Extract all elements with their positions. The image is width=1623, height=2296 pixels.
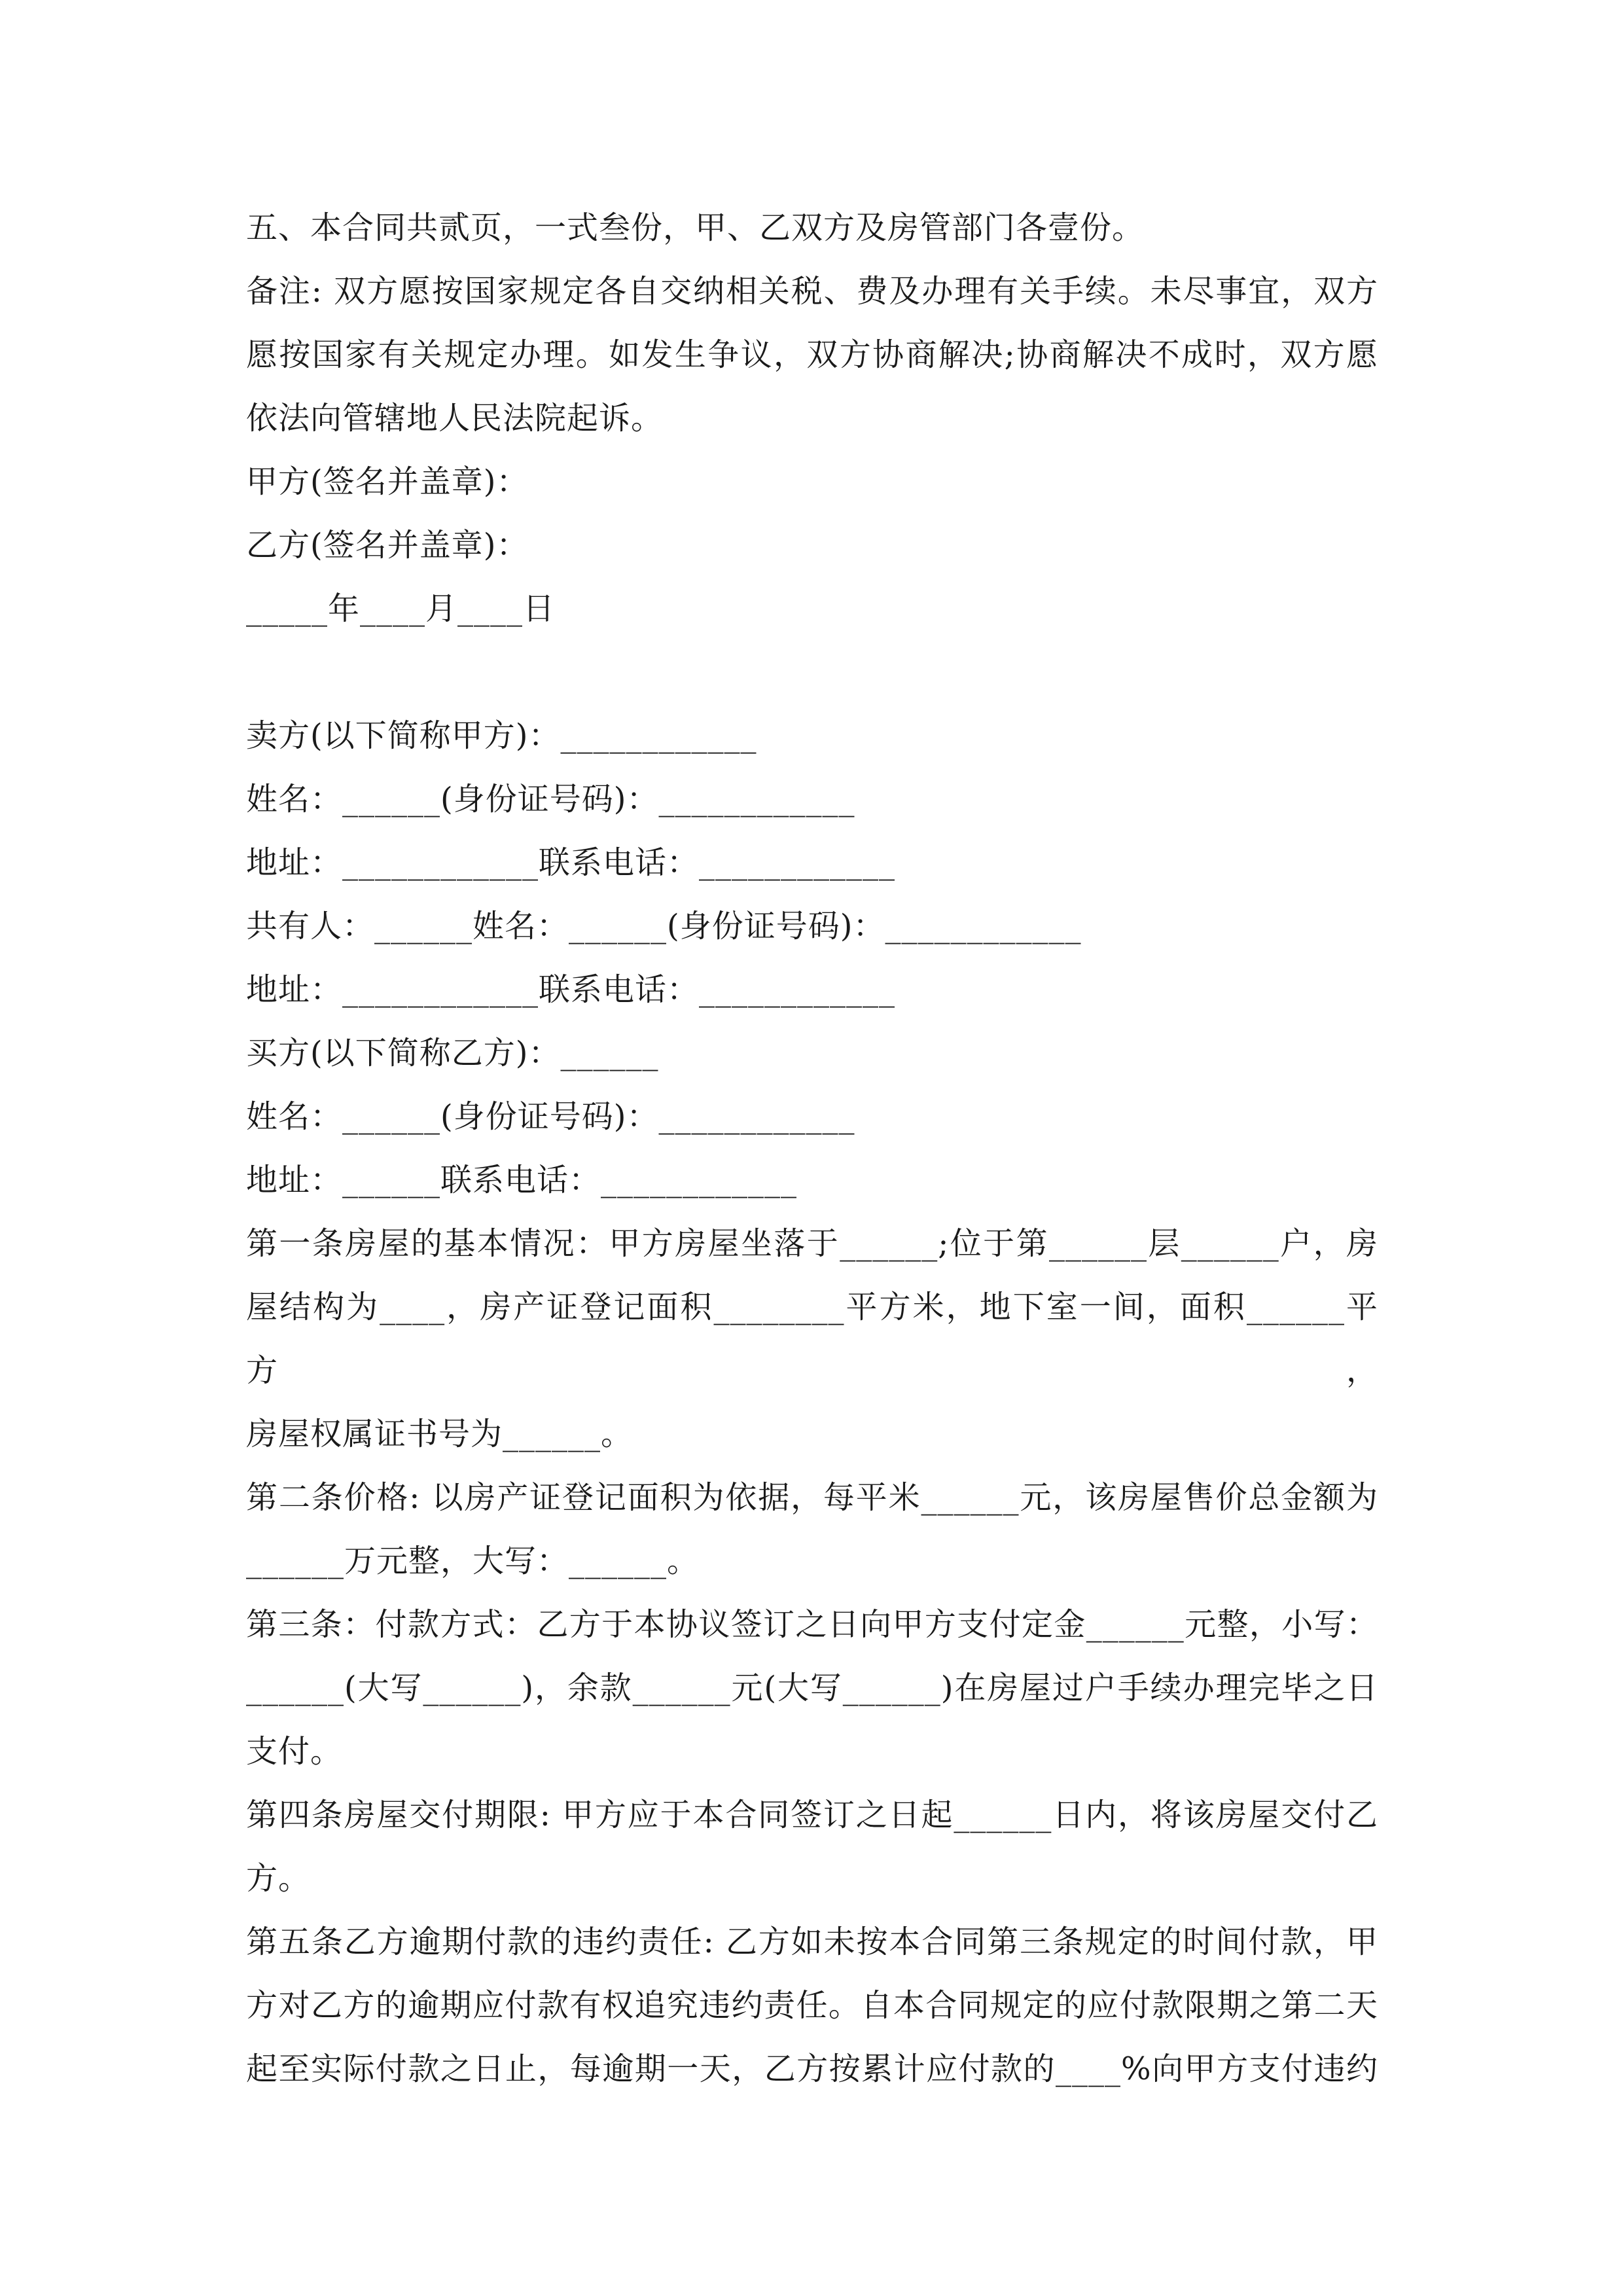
buyer-heading: 买方(以下简称乙方)：______ (246, 1035, 659, 1071)
seller-heading: 卖方(以下简称甲方)：____________ (246, 717, 757, 754)
article-three-line-2: ______(大写______)，余款______元(大写______)在房屋过户手续办理完毕之日 (246, 1670, 1378, 1706)
seller-address-phone: 地址：____________联系电话：____________ (246, 844, 896, 881)
party-a-signature: 甲方(签名并盖章)： (246, 463, 529, 500)
article-three-line-3: 支付。 (246, 1733, 343, 1770)
clause-five-copies: 五、本合同共贰页，一式叁份，甲、乙双方及房管部门各壹份。 (246, 209, 1145, 246)
article-two-line-1: 第二条价格: 以房产证登记面积为依据，每平米______元，该房屋售价总金额为 (246, 1479, 1378, 1516)
article-one-line-1: 第一条房屋的基本情况：甲方房屋坐落于______;位于第______层______户，房 (246, 1225, 1378, 1262)
party-b-signature: 乙方(签名并盖章)： (246, 527, 529, 564)
article-four-line-2: 方。 (246, 1860, 311, 1897)
co-owner-name-id: 共有人：______姓名：______(身份证号码)：____________ (246, 908, 1082, 944)
article-five-line-3: 起至实际付款之日止，每逾期一天，乙方按累计应付款的____%向甲方支付违约 (246, 2051, 1378, 2087)
buyer-name-id: 姓名：______(身份证号码)：____________ (246, 1098, 855, 1135)
seller-name-id: 姓名：______(身份证号码)：____________ (246, 781, 855, 817)
section-gap (246, 641, 1378, 704)
remarks-line-3: 依法向管辖地人民法院起诉。 (246, 400, 664, 437)
buyer-address-phone: 地址：______联系电话：____________ (246, 1162, 798, 1198)
signing-date: _____年____月____日 (246, 590, 556, 627)
remarks-line-1: 备注: 双方愿按国家规定各自交纳相关税、费及办理有关手续。未尽事宜，双方 (246, 273, 1378, 310)
article-one-line-2: 屋结构为____，房产证登记面积________平方米，地下室一间，面积______平方， (246, 1289, 1378, 1389)
document-page (246, 196, 1378, 2101)
co-owner-address-phone: 地址：____________联系电话：____________ (246, 971, 896, 1008)
article-four-line-1: 第四条房屋交付期限: 甲方应于本合同签订之日起______日内，将该房屋交付乙 (246, 1797, 1378, 1833)
article-two-line-2: ______万元整，大写：______。 (246, 1543, 700, 1579)
article-three-line-1: 第三条：付款方式：乙方于本协议签订之日向甲方支付定金______元整，小写： (246, 1606, 1378, 1643)
article-one-line-3: 房屋权属证书号为______。 (246, 1416, 633, 1452)
article-five-line-1: 第五条乙方逾期付款的违约责任: 乙方如未按本合同第三条规定的时间付款，甲 (246, 1924, 1378, 1960)
article-five-line-2: 方对乙方的逾期应付款有权追究违约责任。自本合同规定的应付款限期之第二天 (246, 1987, 1378, 2024)
remarks-line-2: 愿按国家有关规定办理。如发生争议，双方协商解决;协商解决不成时，双方愿 (246, 336, 1378, 373)
